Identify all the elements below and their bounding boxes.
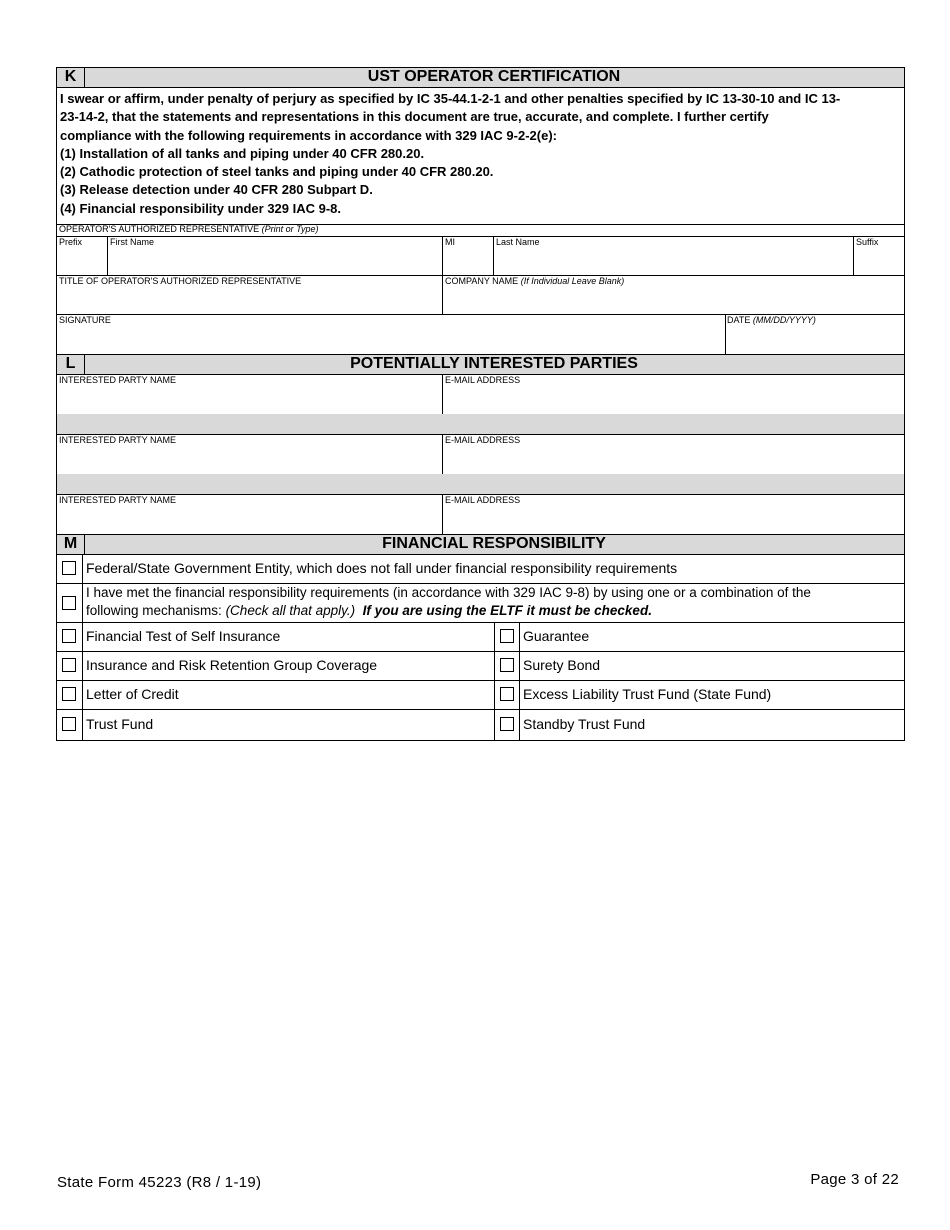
gov-entity-row xyxy=(56,554,905,584)
party-email-field[interactable] xyxy=(442,374,904,414)
signature-field[interactable] xyxy=(57,314,725,354)
fr-met-checkbox[interactable] xyxy=(62,596,76,610)
party-row xyxy=(56,494,905,535)
mechanism-checkbox[interactable] xyxy=(500,629,514,643)
section-k-title: UST OPERATOR CERTIFICATION xyxy=(367,68,621,85)
section-l-letter: L xyxy=(57,355,85,374)
party-email-label: E-MAIL ADDRESS xyxy=(445,375,521,385)
fr-met-row xyxy=(56,583,905,623)
section-l-title: POTENTIALLY INTERESTED PARTIES xyxy=(350,355,638,372)
party-name-field[interactable] xyxy=(57,374,442,414)
party-separator xyxy=(56,474,905,495)
rep-label: OPERATOR'S AUTHORIZED REPRESENTATIVE (Print or Type) xyxy=(59,224,319,234)
prefix-label: Prefix xyxy=(59,237,83,247)
section-k-header xyxy=(56,67,905,88)
section-m-header xyxy=(56,534,905,555)
name-row xyxy=(56,236,905,276)
title-company-row xyxy=(56,275,905,315)
party-email-field[interactable] xyxy=(442,494,904,534)
party-row xyxy=(56,434,905,475)
party-name-field[interactable] xyxy=(57,494,442,534)
company-name-field[interactable] xyxy=(442,275,904,314)
statement-line: compliance with the following requirements in accordance with 329 IAC 9-2-2(e): xyxy=(60,127,557,143)
fr-met-line1: I have met the financial responsibility requirements (in accordance with 329 IAC 9-8) by using one or a combination of the xyxy=(86,585,811,600)
company-label: COMPANY NAME (If Individual Leave Blank) xyxy=(445,276,625,286)
party-email-label: E-MAIL ADDRESS xyxy=(445,495,521,505)
suffix-label: Suffix xyxy=(856,237,879,247)
mechanism-row xyxy=(56,622,905,652)
mechanism-label: Standby Trust Fund xyxy=(523,716,646,732)
fr-met-line2: following mechanisms: (Check all that apply.) If you are using the ELTF it must be checked. xyxy=(86,603,652,618)
party-name-label: INTERESTED PARTY NAME xyxy=(59,375,177,385)
statement-line: (4) Financial responsibility under 329 IAC 9-8. xyxy=(60,200,342,216)
statement-line: I swear or affirm, under penalty of perjury as specified by IC 35-44.1-2-1 and other penalties specified by IC 13-30-10 and IC 13- xyxy=(60,91,841,106)
signature-label: SIGNATURE xyxy=(59,315,111,325)
gov-entity-checkbox[interactable] xyxy=(62,561,76,575)
section-k-letter: K xyxy=(57,68,85,87)
last-name-label: Last Name xyxy=(496,237,540,247)
last-name-field[interactable] xyxy=(493,236,853,275)
first-name-label: First Name xyxy=(110,237,155,247)
signature-row xyxy=(56,314,905,355)
rep-title-label: TITLE OF OPERATOR'S AUTHORIZED REPRESENTATIVE xyxy=(59,276,302,286)
mechanism-label: Insurance and Risk Retention Group Coverage xyxy=(86,657,378,673)
party-name-label: INTERESTED PARTY NAME xyxy=(59,495,177,505)
section-l-header xyxy=(56,354,905,375)
mechanism-checkbox[interactable] xyxy=(500,717,514,731)
mi-field[interactable] xyxy=(442,236,493,275)
mechanism-row xyxy=(56,680,905,710)
party-name-field[interactable] xyxy=(57,434,442,474)
form-id: State Form 45223 (R8 / 1-19) xyxy=(57,1174,262,1191)
mechanism-checkbox[interactable] xyxy=(62,687,76,701)
mechanism-row xyxy=(56,709,905,741)
mechanism-label: Trust Fund xyxy=(86,716,154,732)
mechanism-checkbox[interactable] xyxy=(62,717,76,731)
section-m-title: FINANCIAL RESPONSIBILITY xyxy=(382,535,606,552)
mechanism-label: Financial Test of Self Insurance xyxy=(86,628,281,644)
section-m-letter: M xyxy=(57,535,85,554)
statement-line: (3) Release detection under 40 CFR 280 Subpart D. xyxy=(60,182,373,198)
mechanism-label: Guarantee xyxy=(523,628,590,644)
statement-line: 23-14-2, that the statements and representations in this document are true, accurate, and complete. I further certify xyxy=(60,109,769,125)
date-label: DATE (MM/DD/YYYY) xyxy=(727,315,816,325)
party-name-label: INTERESTED PARTY NAME xyxy=(59,435,177,445)
statement-line: (2) Cathodic protection of steel tanks and piping under 40 CFR 280.20. xyxy=(60,164,494,180)
rep-title-field[interactable] xyxy=(57,275,442,314)
party-separator xyxy=(56,414,905,435)
date-field[interactable] xyxy=(725,314,904,354)
mechanism-label: Surety Bond xyxy=(523,657,601,673)
party-row xyxy=(56,374,905,415)
suffix-field[interactable] xyxy=(853,236,904,275)
mechanism-checkbox[interactable] xyxy=(500,658,514,672)
mechanism-checkbox[interactable] xyxy=(62,629,76,643)
mechanism-row xyxy=(56,651,905,681)
certification-statement xyxy=(56,87,905,225)
first-name-field[interactable] xyxy=(107,236,442,275)
page-number: Page 3 of 22 xyxy=(810,1171,899,1188)
mechanism-label: Excess Liability Trust Fund (State Fund) xyxy=(523,686,772,702)
mechanism-checkbox[interactable] xyxy=(62,658,76,672)
party-email-field[interactable] xyxy=(442,434,904,474)
gov-entity-label: Federal/State Government Entity, which does not fall under financial responsibility requirements xyxy=(86,560,678,576)
mi-label: MI xyxy=(445,237,455,247)
prefix-field[interactable] xyxy=(57,236,107,275)
statement-line: (1) Installation of all tanks and piping under 40 CFR 280.20. xyxy=(60,145,425,161)
mechanism-label: Letter of Credit xyxy=(86,686,179,702)
mechanism-checkbox[interactable] xyxy=(500,687,514,701)
party-email-label: E-MAIL ADDRESS xyxy=(445,435,521,445)
